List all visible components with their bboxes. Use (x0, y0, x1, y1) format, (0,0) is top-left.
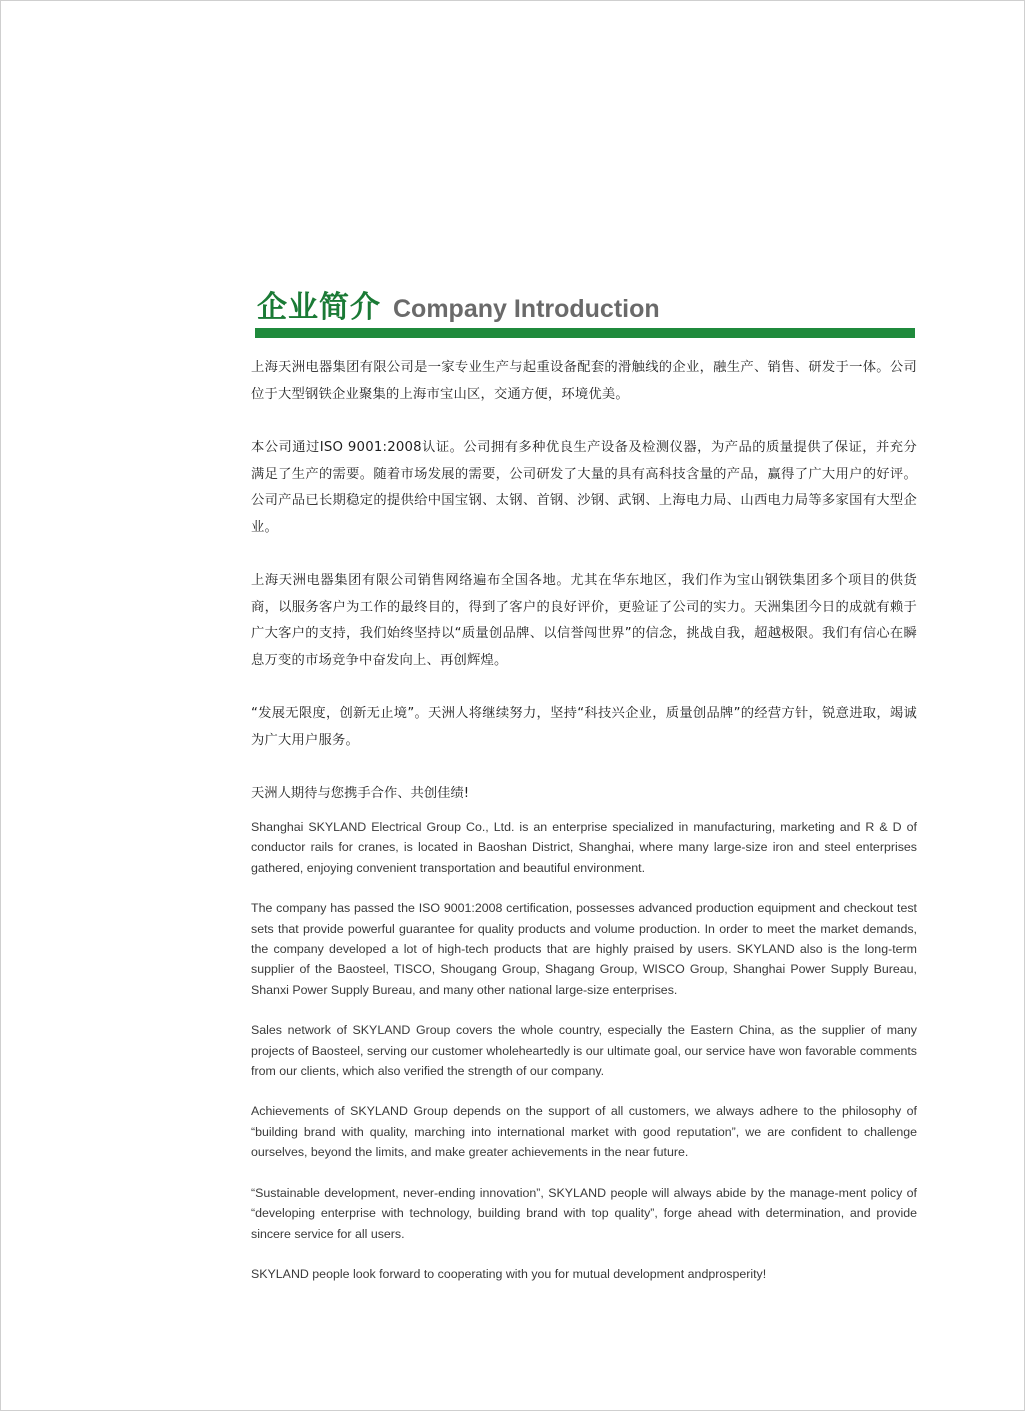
en-paragraph-5: “Sustainable development, never-ending innovation”, SKYLAND people will always abide by the manage-ment policy of “developing enterprise with technology, building brand with top quality”, forge ahead with determination, and provide sincere service for all users. (251, 1185, 917, 1241)
heading-title-chinese: 企业简介 (257, 290, 381, 325)
cn-paragraph-4: “发展无限度，创新无止境”。天洲人将继续努力，坚持“科技兴企业，质量创品牌”的经营方针，锐意进取，竭诚为广大用户服务。 (251, 706, 917, 748)
en-paragraph-4: Achievements of SKYLAND Group depends on the support of all customers, we always adhere to the philosophy of “building brand with quality, marching into international market with good reputation”, we are confident to challenge ourselves, beyond the limits, and make greater achievements in the near future. (251, 1104, 917, 1160)
cn-paragraph-3: 上海天洲电器集团有限公司销售网络遍布全国各地。尤其在华东地区，我们作为宝山钢铁集团多个项目的供货商，以服务客户为工作的最终目的，得到了客户的良好评价，更验证了公司的实力。天洲集团今日的成就有赖于广大客户的支持，我们始终坚持以“质量创品牌、以信誉闯世界”的信念，挑战自我，超越极限。我们有信心在瞬息万变的市场竞争中奋发向上、再创辉煌。 (251, 573, 917, 668)
cn-paragraph-1: 上海天洲电器集团有限公司是一家专业生产与起重设备配套的滑触线的企业，融生产、销售、研发于一体。公司位于大型钢铁企业聚集的上海市宝山区，交通方便，环境优美。 (251, 360, 917, 402)
heading-title-english: Company Introduction (393, 295, 660, 323)
en-paragraph-3: Sales network of SKYLAND Group covers the whole country, especially the Eastern China, as the supplier of many projects of Baosteel, serving our customer wholeheartedly is our ultimate goal, our service have won favorable comments from our clients, which also verified the strength of our company. (251, 1023, 917, 1079)
en-paragraph-1: Shanghai SKYLAND Electrical Group Co., Ltd. is an enterprise specialized in manufacturing, marketing and R & D of conductor rails for cranes, is located in Baoshan District, Shanghai, where many large-size iron and steel enterprises gathered, enjoying convenient transportation and beautiful environment. (251, 820, 917, 875)
chinese-intro (251, 355, 917, 807)
cn-closing-line: 天洲人期待与您携手合作、共创佳绩! (251, 786, 470, 801)
cn-paragraph-2: 本公司通过ISO 9001:2008认证。公司拥有多种优良生产设备及检测仪器，为产品的质量提供了保证，并充分满足了生产的需要。随着市场发展的需要，公司研发了大量的具有高科技含量的产品，赢得了广大用户的好评。公司产品已长期稳定的提供给中国宝钢、太钢、首钢、沙钢、武钢、上海电力局、山西电力局等多家国有大型企业。 (251, 440, 917, 535)
company-introduction-section (251, 282, 917, 1284)
heading-divider (255, 328, 915, 338)
en-closing-line: SKYLAND people look forward to cooperating with you for mutual development andprosperity! (251, 1266, 767, 1281)
page-heading (257, 282, 917, 325)
english-intro (251, 817, 917, 1284)
en-paragraph-2: The company has passed the ISO 9001:2008 certification, possesses advanced production equipment and checkout test sets that provide powerful guarantee for quality products and volume production. In order to meet the market demands, the company developed a lot of high-tech products that are highly praised by users. SKYLAND also is the long-term supplier of the Baosteel, TISCO, Shougang Group, Shagang Group, WISCO Group, Shanghai Power Supply Bureau, Shanxi Power Supply Bureau, and many other national large-size enterprises. (251, 901, 917, 997)
